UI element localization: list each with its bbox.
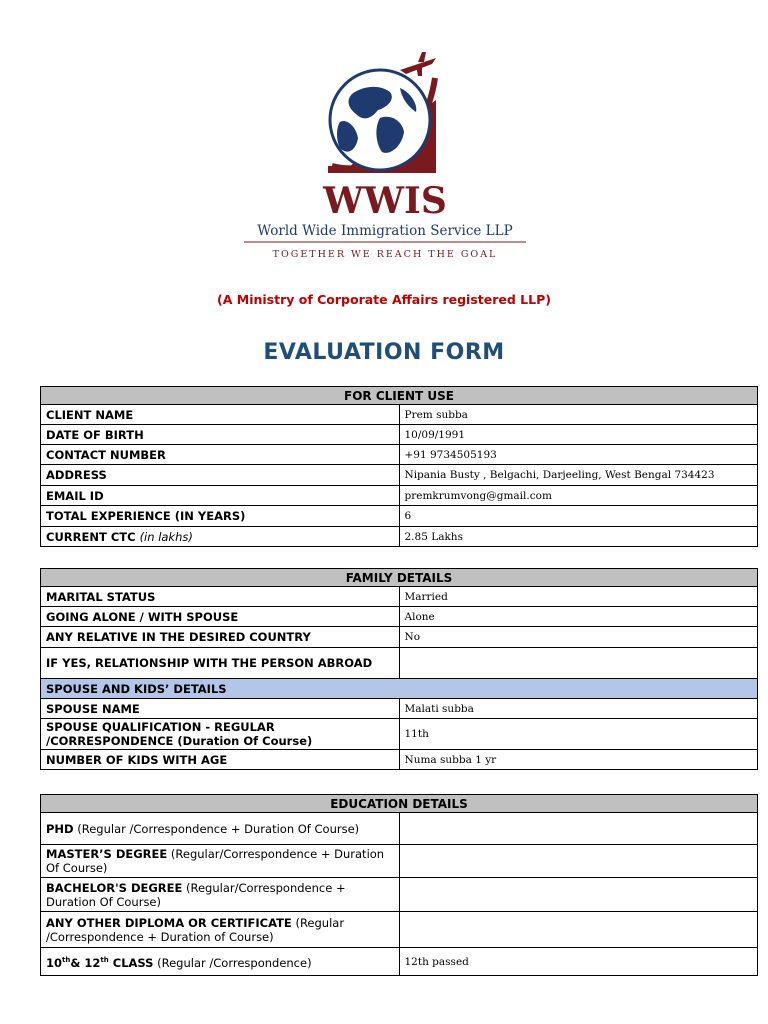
kids-label: NUMBER OF KIDS WITH AGE <box>41 750 400 770</box>
logo-slogan: TOGETHER WE REACH THE GOAL <box>272 249 498 260</box>
class-12-sup: th <box>100 956 109 965</box>
relationship-label: IF YES, RELATIONSHIP WITH THE PERSON ABROAD <box>41 648 400 679</box>
client-name-value[interactable]: Prem subba <box>399 405 758 425</box>
masters-value[interactable] <box>399 845 758 878</box>
bachelors-value[interactable] <box>399 878 758 912</box>
phd-label <box>41 813 400 845</box>
dob-label: DATE OF BIRTH <box>41 425 400 445</box>
marital-status-value[interactable]: Married <box>399 587 758 607</box>
school-class-note: (Regular /Correspondence) <box>153 955 312 970</box>
diploma-label-text: ANY OTHER DIPLOMA OR CERTIFICATE <box>46 915 292 930</box>
family-table <box>40 568 758 770</box>
diploma-label <box>41 912 400 948</box>
masters-label-text: MASTER’S DEGREE <box>46 847 168 861</box>
class-10-sup: th <box>62 956 71 965</box>
family-table-heading: FAMILY DETAILS <box>41 569 758 587</box>
registration-note: (A Ministry of Corporate Affairs registered LLP) <box>217 292 551 307</box>
client-name-label: CLIENT NAME <box>41 405 400 425</box>
client-table <box>40 386 758 547</box>
dob-value[interactable]: 10/09/1991 <box>399 425 758 445</box>
phd-value[interactable] <box>399 813 758 845</box>
masters-label <box>41 845 400 878</box>
marital-status-label: MARITAL STATUS <box>41 587 400 607</box>
spouse-qualification-label: SPOUSE QUALIFICATION - REGULAR /CORRESPONDENCE (Duration Of Course) <box>41 719 400 750</box>
spouse-name-value[interactable]: Malati subba <box>399 699 758 719</box>
diploma-value[interactable] <box>399 912 758 948</box>
kids-value[interactable]: Numa subba 1 yr <box>399 750 758 770</box>
class-10: 10 <box>46 955 63 970</box>
bachelors-label <box>41 878 400 912</box>
ctc-label <box>41 527 400 547</box>
education-table <box>40 794 758 976</box>
logo-brand: WWIS <box>323 180 447 222</box>
spouse-name-label: SPOUSE NAME <box>41 699 400 719</box>
phd-label-text: PHD <box>46 821 74 836</box>
diploma-label-note: (Regular /Correspondence + Duration of Course) <box>46 915 345 944</box>
relative-abroad-value[interactable]: No <box>399 627 758 648</box>
class-12: & 12 <box>70 955 101 970</box>
masters-label-note: (Regular/Correspondence + Duration Of Course) <box>46 847 385 875</box>
spouse-qualification-value[interactable]: 11th <box>399 719 758 750</box>
client-table-heading: FOR CLIENT USE <box>41 387 758 405</box>
education-table-heading: EDUCATION DETAILS <box>41 795 758 813</box>
company-logo <box>240 48 530 263</box>
globe-plane-logo-icon <box>240 48 530 263</box>
spouse-kids-subheading: SPOUSE AND KIDS’ DETAILS <box>41 679 758 699</box>
address-label: ADDRESS <box>41 465 400 486</box>
ctc-value[interactable]: 2.85 Lakhs <box>399 527 758 547</box>
bachelors-label-note: (Regular/Correspondence + Duration Of Course) <box>46 880 346 909</box>
email-label: EMAIL ID <box>41 486 400 506</box>
relative-abroad-label: ANY RELATIVE IN THE DESIRED COUNTRY <box>41 627 400 648</box>
going-alone-label: GOING ALONE / WITH SPOUSE <box>41 607 400 627</box>
logo-company-name: World Wide Immigration Service LLP <box>257 223 513 239</box>
address-value[interactable]: Nipania Busty , Belgachi, Darjeeling, West Bengal 734423 <box>399 465 758 486</box>
email-value[interactable]: premkrumvong@gmail.com <box>399 486 758 506</box>
relationship-value[interactable] <box>399 648 758 679</box>
contact-number-value[interactable]: +91 9734505193 <box>399 445 758 465</box>
school-class-value[interactable]: 12th passed <box>399 948 758 976</box>
page-title: EVALUATION FORM <box>263 340 505 365</box>
bachelors-label-text: BACHELOR'S DEGREE <box>46 880 183 895</box>
going-alone-value[interactable]: Alone <box>399 607 758 627</box>
experience-value[interactable]: 6 <box>399 506 758 527</box>
class-word: CLASS <box>108 955 154 970</box>
phd-label-note: (Regular /Correspondence + Duration Of Course) <box>73 821 360 836</box>
contact-number-label: CONTACT NUMBER <box>41 445 400 465</box>
ctc-label-note: (in lakhs) <box>139 529 193 544</box>
experience-label: TOTAL EXPERIENCE (IN YEARS) <box>41 506 400 527</box>
ctc-label-text: CURRENT CTC <box>46 529 136 544</box>
school-class-label <box>41 948 400 976</box>
